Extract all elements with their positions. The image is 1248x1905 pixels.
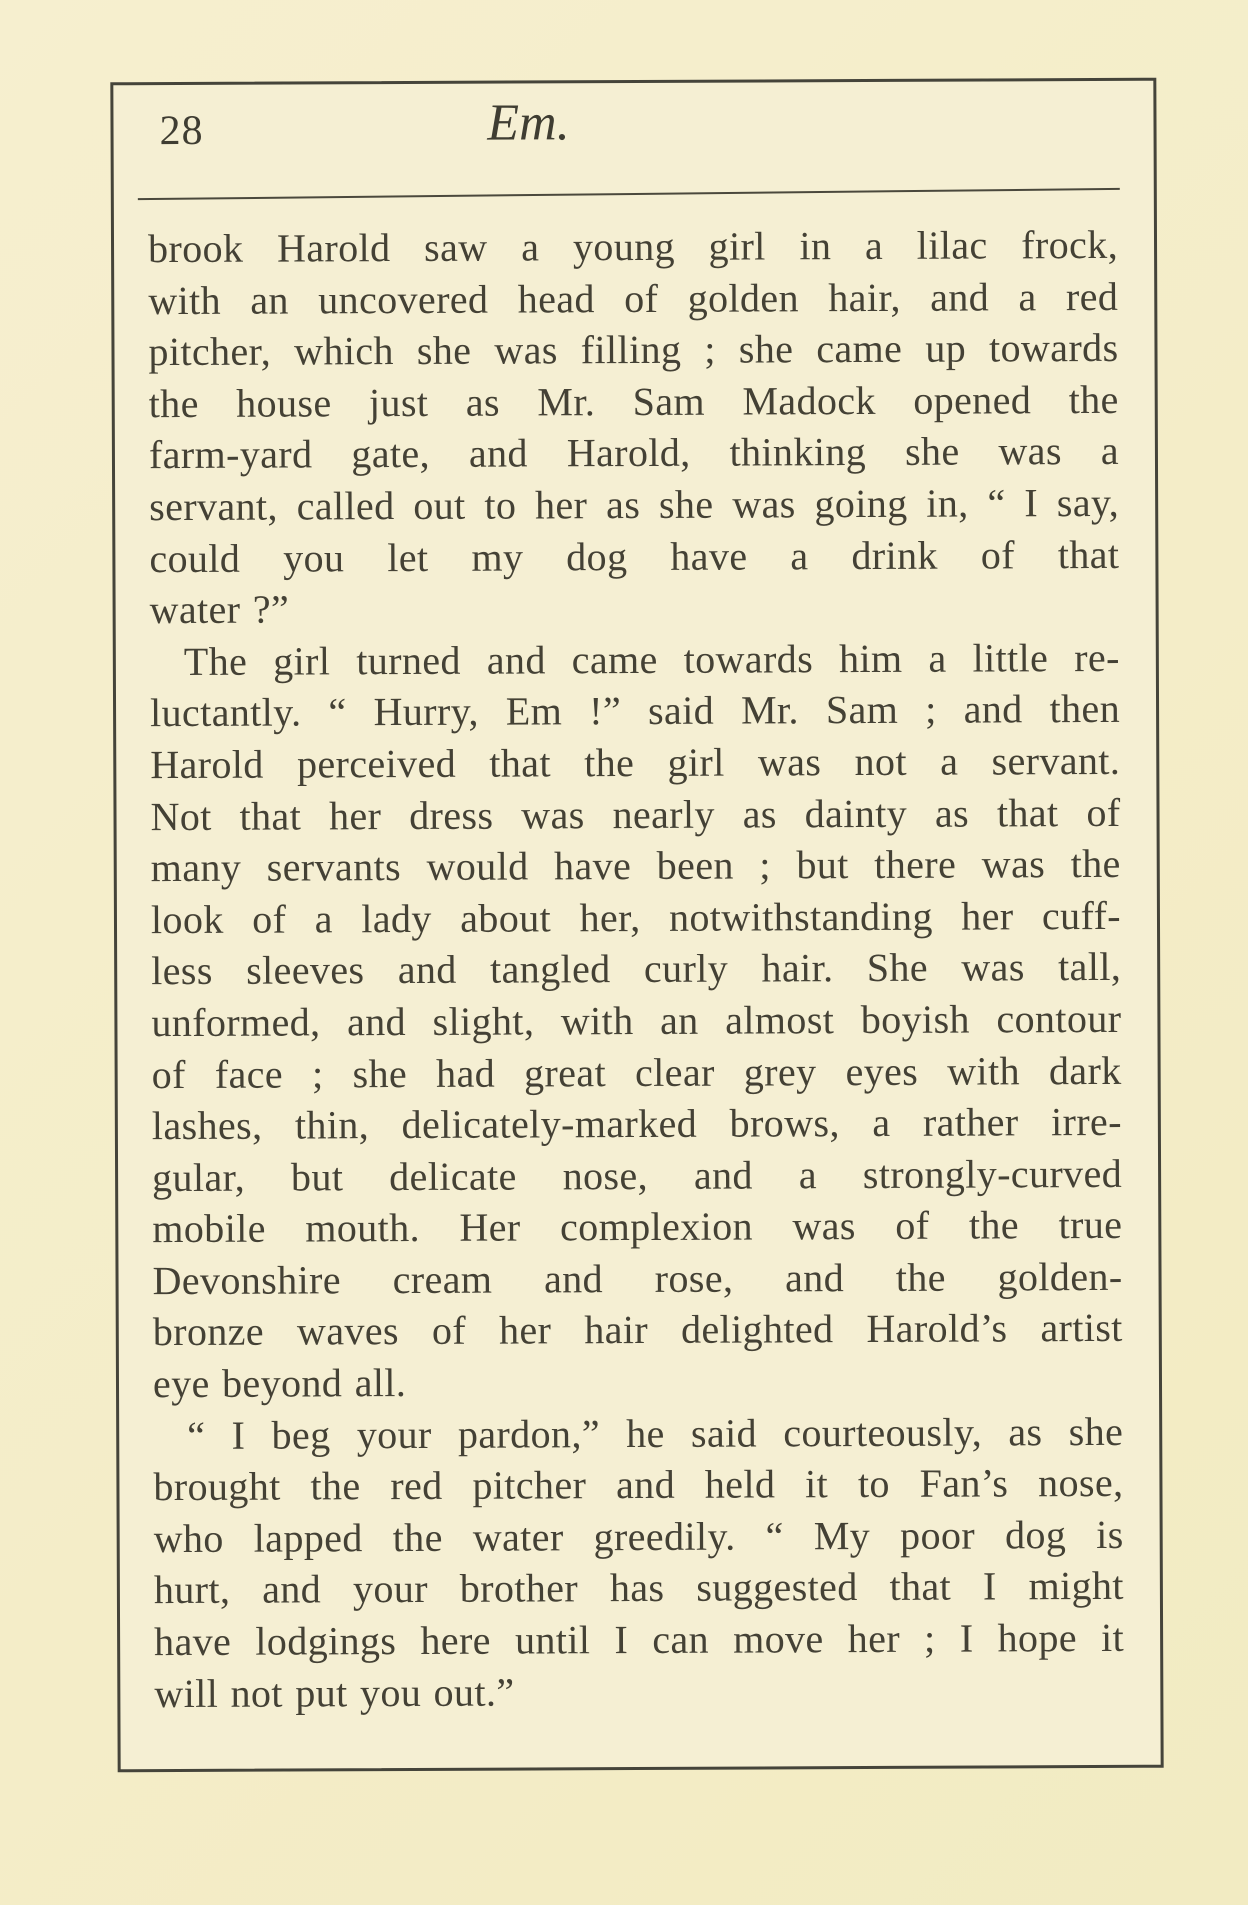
text-line: pitcher, which she was filling ; she came up towards bbox=[148, 325, 1119, 375]
text-line: could you let my dog have a drink of that bbox=[149, 531, 1120, 581]
paragraph bbox=[150, 632, 1123, 1410]
text-line: lashes, thin, delicately-marked brows, a rather irre- bbox=[151, 1098, 1122, 1149]
text-line: eye beyond all. bbox=[152, 1360, 407, 1407]
text-line: The girl turned and came towards him a little re- bbox=[183, 634, 1120, 684]
text-line: brook Harold saw a young girl in a lilac frock, bbox=[147, 221, 1119, 272]
text-line: servant, called out to her as she was going in, “ I say, bbox=[149, 479, 1120, 530]
text-line: brought the red pitcher and held it to Fan’s nose, bbox=[153, 1460, 1124, 1510]
text-line: many servants would have been ; but there was the bbox=[150, 841, 1121, 891]
paragraph bbox=[148, 219, 1120, 636]
running-title: Em. bbox=[487, 94, 570, 152]
text-line: Not that her dress was nearly as dainty as that of bbox=[150, 789, 1121, 839]
text-line: Devonshire cream and rose, and the golden- bbox=[152, 1253, 1123, 1303]
text-line: the house just as Mr. Sam Madock opened the bbox=[148, 376, 1119, 426]
paragraph bbox=[153, 1406, 1124, 1720]
text-line: luctantly. “ Hurry, Em !” said Mr. Sam ; and then bbox=[149, 686, 1121, 736]
text-line: have lodgings here until I can move her ; I hope it bbox=[154, 1614, 1125, 1665]
text-line: with an uncovered head of golden hair, and a red bbox=[148, 273, 1119, 323]
text-line: gular, but delicate nose, and a strongly-curved bbox=[151, 1150, 1123, 1200]
text-line: bronze waves of her hair delighted Harold’s artist bbox=[152, 1305, 1123, 1355]
text-line: water ?” bbox=[149, 586, 290, 633]
text-line: who lapped the water greedily. “ My poor dog is bbox=[153, 1511, 1124, 1561]
text-line: mobile mouth. Her complexion was of the true bbox=[152, 1202, 1123, 1252]
header-rule bbox=[138, 188, 1120, 200]
text-line: less sleeves and tangled curly hair. She was tall, bbox=[151, 944, 1122, 994]
text-line: of face ; she had great clear grey eyes with dark bbox=[151, 1047, 1122, 1097]
text-block bbox=[148, 219, 1125, 1719]
page-number: 28 bbox=[159, 107, 204, 155]
text-line: will not put you out.” bbox=[154, 1669, 515, 1716]
page-frame bbox=[110, 78, 1163, 1773]
text-line: “ I beg your pardon,” he said courteously, as she bbox=[187, 1408, 1124, 1458]
text-line: farm-yard gate, and Harold, thinking she was a bbox=[148, 428, 1120, 478]
text-line: unformed, and slight, with an almost boyish contour bbox=[151, 995, 1122, 1046]
text-line: hurt, and your brother has suggested that I might bbox=[153, 1563, 1124, 1613]
text-line: Harold perceived that the girl was not a servant. bbox=[150, 737, 1121, 788]
text-line: look of a lady about her, notwithstanding her cuff- bbox=[150, 892, 1122, 942]
